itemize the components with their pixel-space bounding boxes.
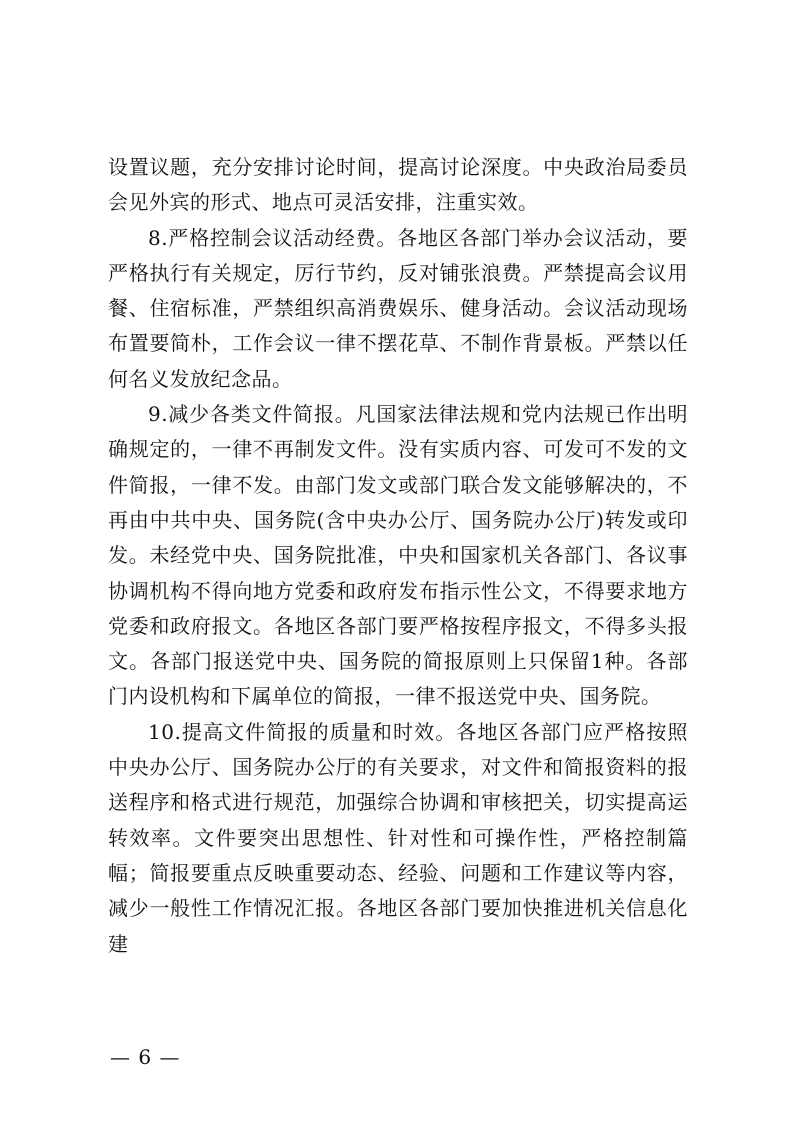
paragraph-item-9: 9.减少各类文件简报。凡国家法律法规和党内法规已作出明确规定的，一律不再制发文件。没有实质内容、可发可不发的文件简报，一律不发。由部门发文或部门联合发文能够解决的，不再由中共中央、国务院(含中央办公厅、国务院办公厅)转发或印发。未经党中央、国务院批准，中央和国家机关各部门、各议事协调机构不得向地方党委和政府发布指示性公文，不得要求地方党委和政府报文。各地区各部门要严格按程序报文，不得多头报文。各部门报送党中央、国务院的简报原则上只保留1种。各部门内设机构和下属单位的简报，一律不报送党中央、国务院。: [108, 402, 688, 709]
paragraph-item-8: 8.严格控制会议活动经费。各地区各部门举办会议活动，要严格执行有关规定，厉行节约，反对铺张浪费。严禁提高会议用餐、住宿标准，严禁组织高消费娱乐、健身活动。会议活动现场布置要简朴，工作会议一律不摆花草、不制作背景板。严禁以任何名义发放纪念品。: [108, 225, 688, 391]
paragraph-item-10: 10.提高文件简报的质量和时效。各地区各部门应严格按照中央办公厅、国务院办公厅的有关要求，对文件和简报资料的报送程序和格式进行规范，加强综合协调和审核把关，切实提高运转效率。文件要突出思想性、针对性和可操作性，严格控制篇幅；简报要重点反映重要动态、经验、问题和工作建议等内容，减少一般性工作情况汇报。各地区各部门要加快推进机关信息化建: [108, 719, 688, 956]
page-number: — 6 —: [110, 1045, 181, 1069]
document-body: [108, 150, 688, 962]
paragraph-continuation: 设置议题，充分安排讨论时间，提高讨论深度。中央政治局委员会见外宾的形式、地点可灵活安排，注重实效。: [108, 155, 688, 215]
